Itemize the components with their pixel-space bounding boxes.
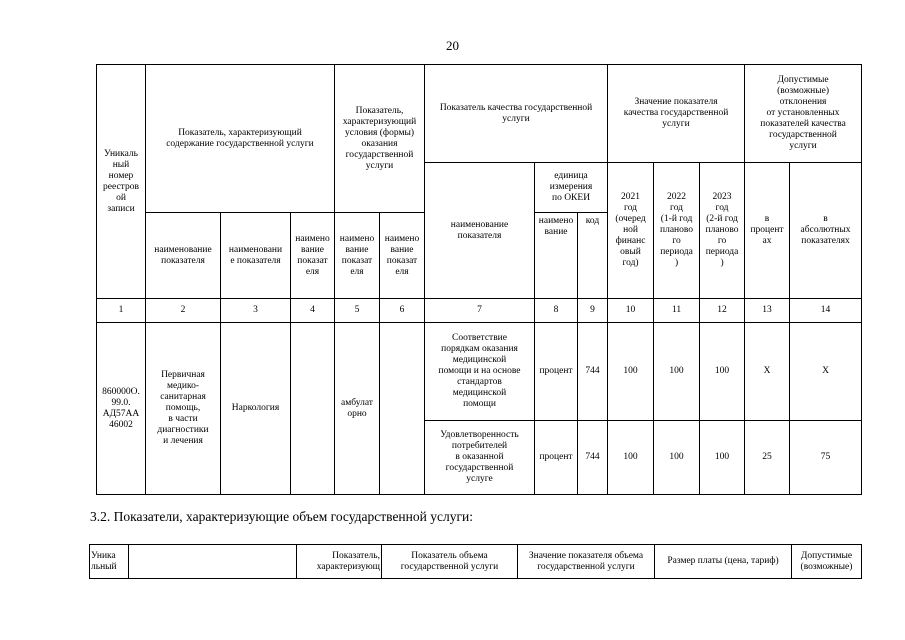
header-col-3: наименовани е показателя: [221, 213, 291, 299]
header-indicator-value: Значение показателя качества государственной услуги: [608, 65, 745, 163]
unit-name: процент: [535, 421, 578, 495]
col-number: 4: [291, 299, 335, 323]
col-number: 8: [535, 299, 578, 323]
col-number: 14: [790, 299, 862, 323]
condition-value-1: амбулат орно: [335, 323, 380, 495]
value-2021: 100: [608, 421, 654, 495]
quality-indicators-table: [96, 64, 862, 495]
volume-indicators-table: [89, 544, 862, 579]
deviation-percent: 25: [745, 421, 790, 495]
value-2023: 100: [700, 323, 745, 421]
header-year-2023: 2023 год (2-й год планово го периода ): [700, 163, 745, 299]
unit-code: 744: [578, 421, 608, 495]
header-deviation-absolute: в абсолютных показателях: [790, 163, 862, 299]
header-year-2022: 2022 год (1-й год планово го периода ): [654, 163, 700, 299]
col-number: 1: [97, 299, 146, 323]
col-number: 9: [578, 299, 608, 323]
col-number: 10: [608, 299, 654, 323]
page-number: 20: [446, 38, 459, 53]
header-allowed-deviation: Допустимые (возможные) отклонения от установленных показателей качества государственной услуги: [745, 65, 862, 163]
header-unit-okei: единица измерения по ОКЕИ: [535, 163, 608, 213]
value-2021: 100: [608, 323, 654, 421]
header-deviation-percent: в процент ах: [745, 163, 790, 299]
col-number: 7: [425, 299, 535, 323]
content-value-3: [291, 323, 335, 495]
col-number: 12: [700, 299, 745, 323]
header-col-5: наимено вание показат еля: [335, 213, 380, 299]
header-indicator-name: наименование показателя: [425, 163, 535, 299]
deviation-absolute: Х: [790, 323, 862, 421]
header-unit-code: код: [578, 213, 608, 299]
deviation-absolute: 75: [790, 421, 862, 495]
content-value-1: Первичная медико- санитарная помощь, в части диагностики и лечения: [146, 323, 221, 495]
header-col-4: наимено вание показат еля: [291, 213, 335, 299]
col-number: 3: [221, 299, 291, 323]
header-unit-name: наимено вание: [535, 213, 578, 299]
header-col-6: наимено вание показат еля: [380, 213, 425, 299]
header-volume-value: Значение показателя объема государственной услуги: [518, 545, 655, 579]
header-conditions-indicator: Показатель, характеризующий условия (формы) оказания государственной услуги: [335, 65, 425, 213]
section-title: 3.2. Показатели, характеризующие объем государственной услуги:: [90, 509, 473, 524]
header-unique-number: Уникаль ный номер реестров ой записи: [97, 65, 146, 299]
deviation-percent: Х: [745, 323, 790, 421]
header-col-2: наименование показателя: [146, 213, 221, 299]
header-volume-indicator: Показатель объема государственной услуги: [382, 545, 518, 579]
header-year-2021: 2021 год (очеред ной финанс овый год): [608, 163, 654, 299]
value-2023: 100: [700, 421, 745, 495]
col-number: 2: [146, 299, 221, 323]
header-unique: Уника льный: [90, 545, 129, 579]
value-2022: 100: [654, 323, 700, 421]
header-blank: [129, 545, 297, 579]
header-fee: Размер платы (цена, тариф): [655, 545, 792, 579]
unit-name: процент: [535, 323, 578, 421]
unit-code: 744: [578, 323, 608, 421]
col-number: 11: [654, 299, 700, 323]
content-value-2: Наркология: [221, 323, 291, 495]
quality-indicator-name: Соответствие порядкам оказания медицинской помощи и на основе стандартов медицинской помощи: [425, 323, 535, 421]
quality-indicator-name: Удовлетворенность потребителей в оказанной государственной услуге: [425, 421, 535, 495]
header-characterizing: Показатель, характеризующ: [297, 545, 382, 579]
condition-value-2: [380, 323, 425, 495]
header-allowed-deviation: Допустимые (возможные): [792, 545, 862, 579]
header-quality-indicator: Показатель качества государственной услуги: [425, 65, 608, 163]
unique-record-number: 860000О. 99.0. АД57АА 46002: [97, 323, 146, 495]
value-2022: 100: [654, 421, 700, 495]
header-content-indicator: Показатель, характеризующий содержание государственной услуги: [146, 65, 335, 213]
col-number: 5: [335, 299, 380, 323]
col-number: 6: [380, 299, 425, 323]
col-number: 13: [745, 299, 790, 323]
